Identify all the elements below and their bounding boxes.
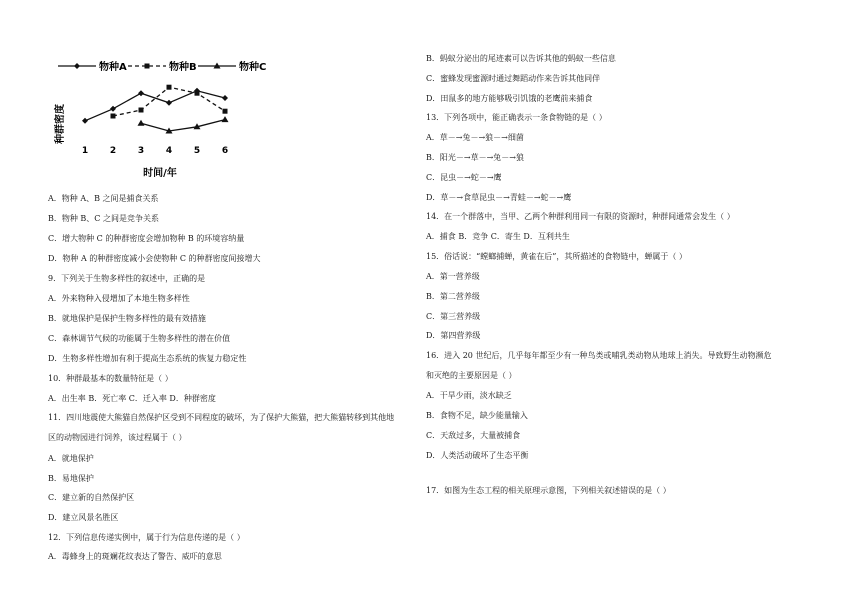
right-line: 14．在一个群落中，当甲、乙两个种群利用同一有限的资源时，种群间通常会发生（ ） (426, 212, 735, 221)
legend-label: 物种B (169, 62, 197, 73)
population-density-chart (50, 52, 267, 182)
left-line: 10．种群最基本的数量特征是（ ） (48, 374, 173, 383)
left-line: A．物种 A、B 之间是捕食关系 (48, 194, 159, 203)
data-point (111, 114, 116, 119)
left-line: D．生物多样性增加有利于提高生态系统的恢复力稳定性 (48, 354, 247, 363)
series-line-3 (141, 120, 225, 131)
right-line: A．捕食 B．竞争 C．寄生 D．互利共生 (426, 232, 570, 241)
series-layer (82, 85, 229, 134)
x-tick-label: 6 (221, 146, 229, 156)
legend-label: 物种C (239, 62, 267, 73)
legend-marker (145, 64, 150, 69)
legend-marker (74, 63, 80, 69)
data-point (195, 91, 200, 96)
legend-label: 物种A (99, 62, 127, 73)
data-point (139, 108, 144, 113)
y-axis-label: 种群密度 (55, 104, 66, 144)
left-line: A．外来物种入侵增加了本地生物多样性 (48, 294, 190, 303)
left-line: C．森林调节气候的功能属于生物多样性的潜在价值 (48, 334, 231, 343)
left-line: 12．下列信息传递实例中，属于行为信息传递的是（ ） (48, 533, 245, 542)
right-line: B．食物不足，缺少能量输入 (426, 411, 528, 420)
x-tick-label: 4 (165, 146, 173, 156)
data-point (110, 106, 116, 112)
right-line: 和灭绝的主要原因是（ ） (426, 371, 517, 380)
right-line: 13．下列各项中，能正确表示一条食物链的是（ ） (426, 113, 607, 122)
left-line: D．物种 A 的种群密度减小会使物种 C 的种群密度间接增大 (48, 254, 261, 263)
right-line: A．干旱少雨，淡水缺乏 (426, 391, 512, 400)
data-point (82, 118, 88, 124)
right-line: 15．俗话说：“螳螂捕蝉，黄雀在后”，其所描述的食物链中，蝉属于（ ） (426, 252, 687, 261)
right-line: C．蜜蜂发现蜜源时通过舞蹈动作来告诉其他同伴 (426, 74, 601, 83)
data-point (166, 100, 172, 106)
left-line: A．毒蜂身上的斑斓花纹表达了警告、威吓的意思 (48, 552, 222, 561)
right-line: D．人类活动破坏了生态平衡 (426, 451, 529, 460)
data-point (167, 85, 172, 90)
x-tick-label: 1 (81, 146, 89, 156)
left-line: 9．下列关于生物多样性的叙述中，正确的是 (48, 274, 206, 283)
right-line: A．第一营养级 (426, 272, 480, 281)
x-tick-label: 2 (109, 146, 117, 156)
x-tick-label: 5 (193, 146, 201, 156)
data-point (222, 95, 228, 101)
left-line: 区的动物园进行饲养，该过程属于（ ） (48, 433, 187, 442)
right-line: B．蚂蚁分泌出的尾迹素可以告诉其他的蚂蚁一些信息 (426, 54, 616, 63)
left-line: B．就地保护是保护生物多样性的最有效措施 (48, 314, 206, 323)
left-line: C．建立新的自然保护区 (48, 493, 135, 502)
right-line: A．草－→兔－→狼－→细菌 (426, 133, 524, 142)
right-line: B．第二营养级 (426, 292, 480, 301)
left-line: A．出生率 B．死亡率 C．迁入率 D．种群密度 (48, 394, 216, 403)
right-line: 17．如图为生态工程的相关原理示意图，下列相关叙述错误的是（ ） (426, 486, 671, 495)
data-point (223, 109, 228, 114)
right-line: D．草－→食草昆虫－→青蛙－→蛇－→鹰 (426, 193, 572, 202)
x-tick-label: 3 (137, 146, 145, 156)
left-line: A．就地保护 (48, 454, 94, 463)
left-line: D．建立风景名胜区 (48, 513, 119, 522)
data-point (138, 120, 145, 126)
data-point (222, 116, 229, 122)
left-line: 11．四川地震使大熊猫自然保护区受到不同程度的破坏，为了保护大熊猫，把大熊猫转移到其他地 (48, 413, 395, 422)
right-line: 16．进入 20 世纪后，几乎每年都至少有一种鸟类或哺乳类动物从地球上消失。导致野生动物濒危 (426, 351, 772, 360)
data-point (138, 90, 144, 96)
chart-legend (58, 60, 266, 73)
left-line: B．物种 B、C 之间是竞争关系 (48, 214, 159, 223)
x-axis-label: 时间/年 (143, 168, 177, 179)
left-line: C．增大物种 C 的种群密度会增加物种 B 的环境容纳量 (48, 234, 245, 243)
right-line: B．阳光－→草－→兔－→狼 (426, 153, 524, 162)
left-line: B．易地保护 (48, 474, 94, 483)
right-line: C．第三营养级 (426, 312, 481, 321)
x-axis-ticks (82, 146, 228, 156)
series-line-1 (85, 91, 225, 121)
right-line: C．天敌过多，大量被捕食 (426, 431, 521, 440)
right-line: D．第四营养级 (426, 331, 481, 340)
right-line: C．昆虫－→蛇－→鹰 (426, 173, 502, 182)
right-line: D．田鼠多的地方能够吸引饥饿的老鹰前来捕食 (426, 94, 593, 103)
